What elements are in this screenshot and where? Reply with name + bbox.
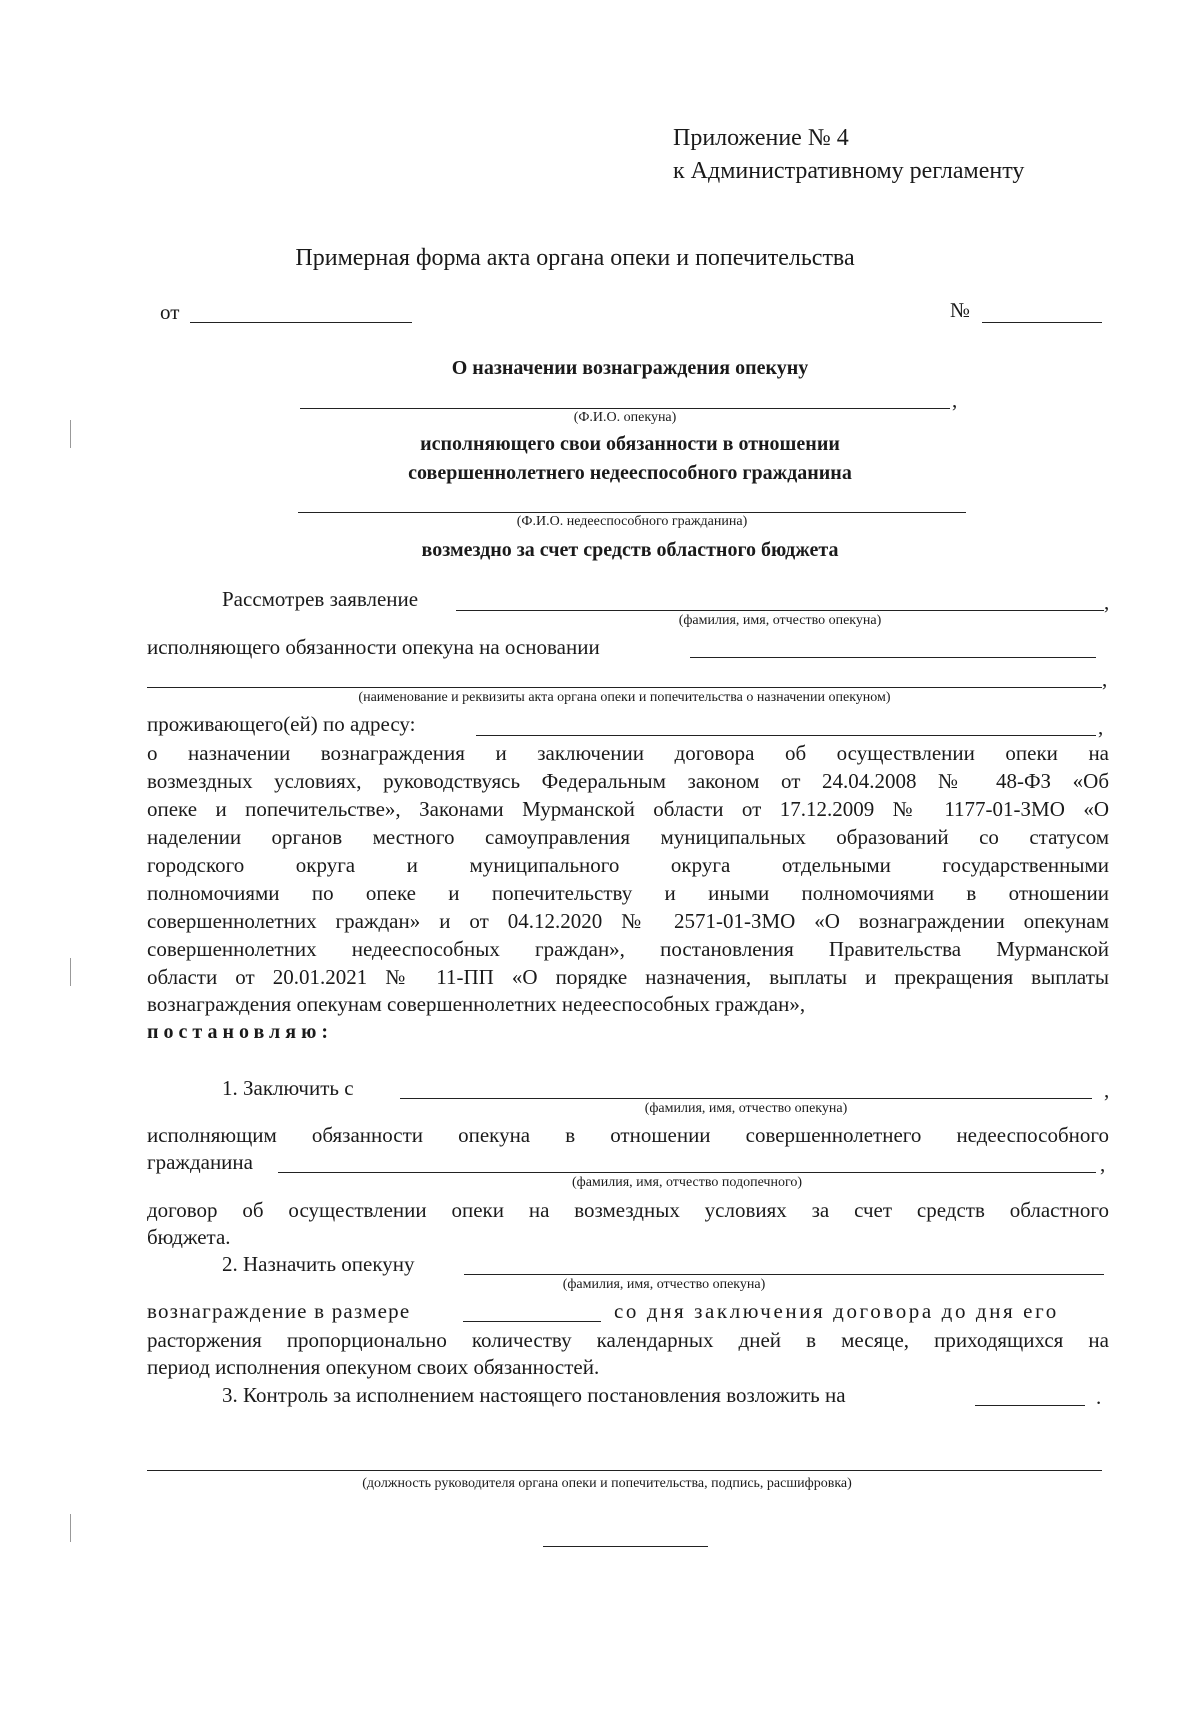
considered-label: Рассмотрев заявление bbox=[222, 587, 419, 611]
body-text-line: о назначении вознаграждения и заключении договора об осуществлении опеки на bbox=[147, 741, 1109, 765]
item1-caption: (фамилия, имя, отчество опекуна) bbox=[644, 1101, 848, 1116]
item1-comma: , bbox=[1104, 1078, 1110, 1102]
item1-ward-comma: , bbox=[1100, 1152, 1106, 1176]
item3-responsible-line[interactable] bbox=[975, 1405, 1085, 1406]
appendix-number: Приложение № 4 bbox=[673, 125, 849, 151]
body-text-line: совершеннолетних недееспособных граждан», постановления Правительства Мурманской bbox=[147, 937, 1109, 961]
ward-fio-line[interactable] bbox=[298, 512, 966, 513]
body-text-line: области от 20.01.2021 № 11-ПП «О порядке назначения, выплаты и прекращения выплаты bbox=[147, 965, 1109, 989]
amount-field-line[interactable] bbox=[463, 1321, 601, 1322]
item1-caption-2: (фамилия, имя, отчество подопечного) bbox=[571, 1175, 803, 1190]
guardian-fio-line[interactable] bbox=[300, 408, 950, 409]
applicant-fio-caption: (фамилия, имя, отчество опекуна) bbox=[678, 613, 882, 628]
signature-line[interactable] bbox=[147, 1470, 1102, 1471]
date-label: от bbox=[160, 300, 180, 324]
margin-mark bbox=[70, 1514, 71, 1542]
body-text-line: городского округа и муниципального округа отдельными государственными bbox=[147, 853, 1109, 877]
acting-basis-label: исполняющего обязанности опекуна на основании bbox=[147, 635, 600, 659]
body-text-line: полномочиями по опеке и попечительству и иными полномочиями в отношении bbox=[147, 881, 1109, 905]
number-label: № bbox=[950, 298, 971, 322]
guardian-fio-caption: (Ф.И.О. опекуна) bbox=[573, 410, 677, 425]
item1-prefix: 1. Заключить с bbox=[222, 1076, 354, 1100]
heading-line-3: совершеннолетнего недееспособного гражданина bbox=[408, 462, 852, 484]
heading-line-2: исполняющего свои обязанности в отношении bbox=[420, 433, 840, 455]
item2-line-2a: вознаграждение в размере bbox=[147, 1299, 411, 1323]
item2-prefix: 2. Назначить опекуну bbox=[222, 1252, 415, 1276]
date-field-line[interactable] bbox=[190, 322, 412, 323]
end-rule bbox=[543, 1546, 708, 1547]
item2-caption: (фамилия, имя, отчество опекуна) bbox=[562, 1277, 766, 1292]
body-text-line: наделении органов местного самоуправления муниципальных образований со статусом bbox=[147, 825, 1109, 849]
applicant-fio-comma: , bbox=[1104, 590, 1110, 614]
appendix-regulation: к Административному регламенту bbox=[673, 158, 1025, 184]
heading-line-1: О назначении вознаграждения опекуну bbox=[451, 357, 809, 379]
item1-ward-line[interactable] bbox=[278, 1172, 1096, 1173]
item1-guardian-line[interactable] bbox=[400, 1098, 1092, 1099]
act-details-line[interactable] bbox=[147, 687, 1102, 688]
ward-fio-caption: (Ф.И.О. недееспособного гражданина) bbox=[516, 514, 748, 529]
item2-guardian-line[interactable] bbox=[464, 1274, 1104, 1275]
item1-line-3: гражданина bbox=[147, 1150, 253, 1174]
residing-label: проживающего(ей) по адресу: bbox=[147, 712, 416, 736]
item1-line-5: бюджета. bbox=[147, 1225, 231, 1249]
item3-text: 3. Контроль за исполнением настоящего постановления возложить на bbox=[222, 1383, 846, 1407]
item1-line-2: исполняющим обязанности опекуна в отношении совершеннолетнего недееспособного bbox=[147, 1123, 1109, 1147]
item2-line-4: период исполнения опекуном своих обязанностей. bbox=[147, 1355, 600, 1379]
body-text-line: возмездных условиях, руководствуясь Федеральным законом от 24.04.2008 № 48-ФЗ «Об bbox=[147, 769, 1109, 793]
item2-line-3: расторжения пропорционально количеству календарных дней в месяце, приходящихся на bbox=[147, 1328, 1109, 1352]
body-text-last-line: вознаграждения опекунам совершеннолетних недееспособных граждан», bbox=[147, 992, 806, 1016]
guardian-fio-comma: , bbox=[952, 388, 958, 412]
number-field-line[interactable] bbox=[982, 322, 1102, 323]
heading-line-4: возмездно за счет средств областного бюджета bbox=[421, 539, 839, 561]
margin-mark bbox=[70, 958, 71, 986]
act-details-caption: (наименование и реквизиты акта органа опеки и попечительства о назначении опекуном) bbox=[358, 690, 891, 705]
applicant-fio-line[interactable] bbox=[456, 610, 1104, 611]
signature-caption: (должность руководителя органа опеки и попечительства, подпись, расшифровка) bbox=[362, 1476, 852, 1491]
item2-line-2b: со дня заключения договора до дня его bbox=[614, 1299, 1059, 1323]
act-details-comma: , bbox=[1102, 667, 1108, 691]
decree-word: постановляю: bbox=[147, 1021, 334, 1043]
item1-line-4: договор об осуществлении опеки на возмездных условиях за счет средств областного bbox=[147, 1198, 1109, 1222]
address-line[interactable] bbox=[476, 735, 1096, 736]
body-text-line: опеке и попечительстве», Законами Мурманской области от 17.12.2009 № 1177-01-ЗМО «О bbox=[147, 797, 1109, 821]
acting-basis-line[interactable] bbox=[690, 657, 1096, 658]
item3-period: . bbox=[1096, 1385, 1102, 1409]
body-text-line: совершеннолетних граждан» и от 04.12.2020 № 2571-01-ЗМО «О вознаграждении опекунам bbox=[147, 909, 1109, 933]
address-comma: , bbox=[1098, 715, 1104, 739]
form-title: Примерная форма акта органа опеки и попечительства bbox=[295, 245, 855, 271]
